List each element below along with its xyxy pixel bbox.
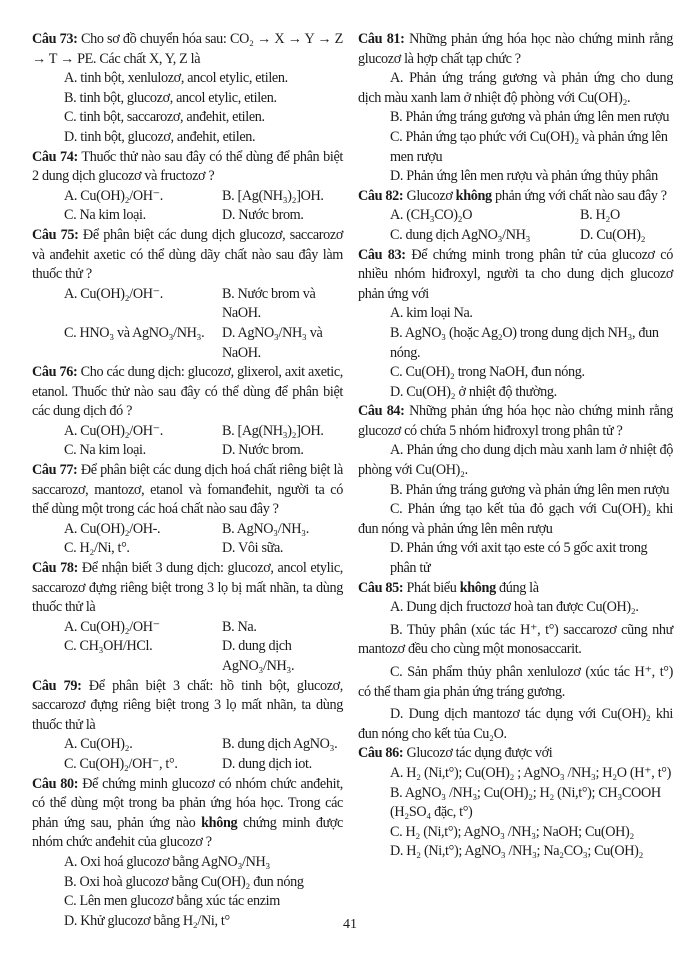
option-c: C. dung dịch AgNO₃/NH₃ bbox=[390, 226, 531, 243]
stem-text: đúng là bbox=[495, 579, 539, 596]
option-c: C. CH₃OH/HCl. bbox=[64, 638, 153, 655]
question-stem bbox=[32, 226, 343, 285]
option-b: B. tinh bột, glucozơ, ancol etylic, etilen. bbox=[64, 89, 277, 106]
option-a: A. Cu(OH)₂/OH-. bbox=[64, 520, 161, 537]
option-a: A. Cu(OH)₂/OH⁻. bbox=[64, 422, 164, 439]
stem-text: Để phân biệt các dung dịch glucozơ, saccarozơ và anđehit axetic có thể dùng dãy chất nào sau đây làm thuốc thử ? bbox=[32, 226, 343, 283]
option-b: B. Oxi hoà glucozơ bằng Cu(OH)₂ đun nóng bbox=[64, 873, 304, 890]
option-d: D. Vôi sữa. bbox=[222, 540, 284, 557]
option-a: A. Phản ứng cho dung dịch màu xanh lam ở nhiệt độ phòng với Cu(OH)₂. bbox=[358, 442, 673, 479]
stem-text: Để nhận biết 3 dung dịch: glucozơ, ancol etylic, saccarozơ đựng riêng biệt trong 3 lọ bị mất nhãn, ta dùng thuốc thử là bbox=[32, 560, 343, 616]
options-row bbox=[32, 618, 343, 638]
option-d: D. Cu(OH)₂ ở nhiệt độ thường. bbox=[390, 383, 557, 400]
question-label: Câu 74: bbox=[32, 148, 78, 165]
option-a: A. Phản ứng tráng gương và phản ứng cho dung dịch màu xanh lam ở nhiệt độ phòng với Cu(OH)₂. bbox=[358, 70, 673, 106]
options-row bbox=[32, 285, 343, 324]
option-c: C. H₂/Ni, t°. bbox=[64, 540, 130, 557]
question-stem bbox=[32, 148, 343, 187]
option-c: C. Cu(OH)₂/OH⁻, t°. bbox=[64, 755, 178, 772]
option-d: D. Khử glucozơ bằng H₂/Ni, t° bbox=[64, 912, 230, 929]
stem-text: Để chứng minh trong phân tử của glucozơ có nhiều nhóm hiđroxyl, người ta cho dung dịch glucozơ phản ứng với bbox=[358, 246, 674, 302]
options-row bbox=[32, 324, 343, 363]
emphasis-not: không bbox=[459, 579, 496, 596]
question-83 bbox=[358, 246, 673, 403]
option-a: A. (CH₃CO)₂O bbox=[390, 207, 473, 224]
question-label: Câu 82: bbox=[358, 187, 404, 204]
stem-text: Để phân biệt các dung dịch hoá chất riêng biệt là saccarozơ, mantozơ, etanol và fomanđehit, người ta có thể dùng một trong các hoá chất nào sau đây ? bbox=[32, 462, 343, 518]
question-75 bbox=[32, 226, 343, 363]
options-row bbox=[32, 637, 343, 676]
options-row bbox=[32, 755, 343, 775]
question-stem bbox=[32, 363, 343, 422]
option-b: B. Phản ứng tráng gương và phản ứng lên men rượu bbox=[390, 481, 670, 498]
stem-text: phản ứng với chất nào sau đây ? bbox=[491, 187, 667, 204]
option-b: B. [Ag(NH₃)₂]OH. bbox=[222, 422, 324, 439]
question-79 bbox=[32, 677, 343, 775]
option-b: B. dung dịch AgNO₃. bbox=[222, 736, 338, 753]
question-86 bbox=[358, 744, 673, 862]
option-a: A. H₂ (Ni,t°); Cu(OH)₂ ; AgNO₃ /NH₃; H₂O (H⁺, t°) bbox=[390, 764, 671, 781]
question-label: Câu 83: bbox=[358, 246, 406, 263]
option-b: B. Na. bbox=[222, 618, 257, 635]
option-a: A. Dung dịch fructozơ hoà tan được Cu(OH)₂. bbox=[390, 599, 639, 616]
option-a: A. Oxi hoá glucozơ bằng AgNO₃/NH₃ bbox=[64, 853, 271, 870]
stem-text: Cho các dung dịch: glucozơ, glixerol, axit axetic, etanol. Thuốc thử nào sau đây có thể dùng để phân biệt các dung dịch đó ? bbox=[32, 364, 343, 420]
options-row bbox=[32, 520, 343, 540]
question-label: Câu 81: bbox=[358, 31, 405, 47]
options-row bbox=[32, 206, 343, 226]
page-number: 41 bbox=[343, 917, 357, 932]
option-c: C. HNO₃ và AgNO₃/NH₃. bbox=[64, 324, 205, 341]
stem-text: Những phản ứng hóa học nào chứng minh rằng glucozơ có chứa 5 nhóm hiđroxyl trong phân tử ? bbox=[358, 403, 674, 439]
option-d: D. Dung dịch mantozơ tác dụng với Cu(OH)₂ khi đun nóng cho kết tủa Cu₂O. bbox=[358, 706, 673, 742]
question-77 bbox=[32, 461, 343, 559]
option-a: A. Cu(OH)₂/OH⁻. bbox=[64, 285, 164, 302]
option-b: B. AgNO₃ /NH₃; Cu(OH)₂; H₂ (Ni,t°); CH₃COOH (H₂SO₄ đặc, t°) bbox=[390, 784, 661, 821]
option-d: D. AgNO₃/NH₃ và NaOH. bbox=[222, 324, 323, 361]
question-label: Câu 75: bbox=[32, 226, 79, 243]
option-a: A. Cu(OH)₂. bbox=[64, 736, 133, 753]
question-80 bbox=[32, 775, 343, 932]
option-a: A. Cu(OH)₂/OH⁻ bbox=[64, 618, 160, 635]
option-c: C. Na kim loại. bbox=[64, 207, 146, 224]
question-label: Câu 80: bbox=[32, 775, 79, 792]
option-a: A. tinh bột, xenlulozơ, ancol etylic, etilen. bbox=[64, 70, 288, 87]
left-column bbox=[32, 30, 343, 931]
right-column bbox=[358, 30, 673, 862]
question-stem bbox=[32, 775, 343, 853]
options-row bbox=[32, 422, 343, 442]
question-label: Câu 85: bbox=[358, 579, 404, 596]
option-b: B. [Ag(NH₃)₂]OH. bbox=[222, 187, 324, 204]
options-row bbox=[358, 226, 673, 246]
option-d: D. Nước brom. bbox=[222, 442, 304, 459]
option-c: C. H₂ (Ni,t°); AgNO₃ /NH₃; NaOH; Cu(OH)₂ bbox=[390, 823, 634, 840]
question-label: Câu 86: bbox=[358, 745, 404, 762]
question-label: Câu 73: bbox=[32, 31, 78, 47]
option-c: C. Phản ứng tạo phức với Cu(OH)₂ và phản ứng lên men rượu bbox=[390, 128, 668, 165]
stem-text: Để phân biệt 3 chất: hồ tinh bột, glucozơ, saccarozơ đựng riêng biệt trong 3 lọ mất nhãn, ta dùng thuốc thử là bbox=[32, 677, 344, 733]
stem-text: Glucozơ tác dụng được với bbox=[403, 745, 553, 762]
question-stem bbox=[32, 559, 343, 618]
options-row bbox=[358, 206, 673, 226]
question-label: Câu 78: bbox=[32, 560, 78, 577]
option-c: C. Na kim loại. bbox=[64, 442, 146, 459]
question-label: Câu 76: bbox=[32, 364, 78, 381]
question-stem bbox=[32, 677, 343, 736]
option-b: B. Thủy phân (xúc tác H⁺, t°) saccarozơ cũng như mantozơ đều cho cùng một monosaccarit. bbox=[358, 621, 673, 658]
option-a: A. Cu(OH)₂/OH⁻. bbox=[64, 187, 164, 204]
question-stem bbox=[358, 579, 673, 599]
emphasis-not: không bbox=[201, 814, 238, 831]
question-81 bbox=[358, 30, 673, 187]
emphasis-not: không bbox=[455, 187, 492, 204]
option-d: D. Nước brom. bbox=[222, 207, 304, 224]
stem-text: Glucozơ bbox=[403, 187, 456, 204]
question-label: Câu 77: bbox=[32, 462, 78, 479]
option-d: D. Phản ứng lên men rượu và phản ứng thủy phân bbox=[390, 168, 658, 185]
option-b: B. Nước brom và NaOH. bbox=[222, 285, 316, 322]
stem-text: Cho sơ đồ chuyển hóa sau: CO₂ → X → Y → Z → T → PE. Các chất X, Y, Z là bbox=[32, 31, 343, 67]
options-row bbox=[32, 539, 343, 559]
stem-text: Để chứng minh glucozơ có nhóm chức anđehit, có thể dùng một trong ba phản ứng hóa học. Trong các phản ứng sau, phản ứng nào bbox=[32, 775, 343, 831]
stem-text: Phát biểu bbox=[403, 579, 460, 596]
option-c: C. Lên men glucozơ bằng xúc tác enzim bbox=[64, 893, 280, 910]
question-stem bbox=[358, 187, 673, 207]
question-stem bbox=[358, 246, 673, 305]
option-c: C. tinh bột, saccarozơ, anđehit, etilen. bbox=[64, 109, 265, 126]
option-c: C. Phản ứng tạo kết tủa đỏ gạch với Cu(OH)₂ khi đun nóng và phản ứng lên mên rượu bbox=[358, 501, 673, 537]
question-label: Câu 79: bbox=[32, 677, 82, 694]
question-stem bbox=[32, 30, 343, 69]
question-85 bbox=[358, 579, 673, 745]
option-c: C. Sản phẩm thủy phân xenlulozơ (xúc tác H⁺, t°) có thể tham gia phản ứng tráng gương. bbox=[358, 664, 673, 700]
question-label: Câu 84: bbox=[358, 403, 405, 420]
stem-text: Thuốc thử nào sau đây có thể dùng để phân biệt 2 dung dịch glucozơ và fructozơ ? bbox=[32, 148, 343, 185]
option-d: D. dung dịch AgNO₃/NH₃. bbox=[222, 638, 295, 674]
options-row bbox=[32, 441, 343, 461]
option-d: D. tinh bột, glucozơ, anđehit, etilen. bbox=[64, 128, 256, 145]
question-stem bbox=[358, 30, 673, 69]
question-78 bbox=[32, 559, 343, 677]
option-d: D. Phản ứng với axit tạo este có 5 gốc axit trong phân tử bbox=[390, 540, 648, 577]
option-b: B. Phản ứng tráng gương và phản ứng lên men rượu bbox=[390, 109, 670, 126]
options-row bbox=[32, 187, 343, 207]
option-b: B. AgNO₃ (hoặc Ag₂O) trong dung dịch NH₃, đun nóng. bbox=[390, 324, 659, 361]
question-74 bbox=[32, 148, 343, 226]
question-stem bbox=[358, 744, 673, 764]
stem-text: chứng minh được nhóm chức anđehit của glucozơ ? bbox=[32, 814, 344, 851]
option-d: D. dung dịch iot. bbox=[222, 755, 312, 772]
option-d: D. H₂ (Ni,t°); AgNO₃ /NH₃; Na₂CO₃; Cu(OH)₂ bbox=[390, 843, 644, 860]
question-stem bbox=[358, 402, 673, 441]
option-c: C. Cu(OH)₂ trong NaOH, đun nóng. bbox=[390, 364, 585, 381]
option-b: B. AgNO₃/NH₃. bbox=[222, 520, 309, 537]
question-stem bbox=[32, 461, 343, 520]
option-d: D. Cu(OH)₂ bbox=[580, 226, 646, 243]
question-73 bbox=[32, 30, 343, 148]
option-b: B. H₂O bbox=[580, 207, 620, 224]
question-84 bbox=[358, 402, 673, 578]
stem-text: Những phản ứng hóa học nào chứng minh rằng glucozơ là hợp chất tạp chức ? bbox=[358, 31, 674, 67]
question-82 bbox=[358, 187, 673, 246]
options-row bbox=[32, 735, 343, 755]
option-a: A. kim loại Na. bbox=[390, 305, 473, 322]
question-76 bbox=[32, 363, 343, 461]
